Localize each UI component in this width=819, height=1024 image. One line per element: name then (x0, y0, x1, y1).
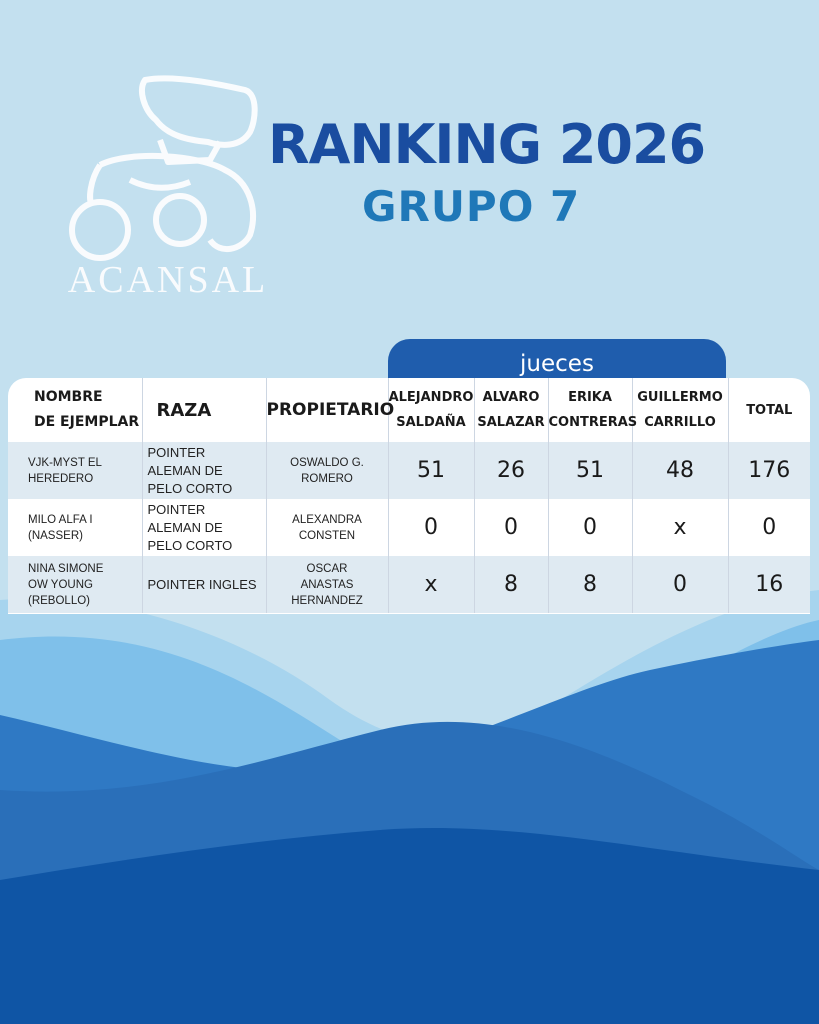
table-row (8, 442, 810, 499)
score-judge-4: x (632, 499, 728, 556)
ranking-table (8, 378, 810, 613)
page-subtitle: GRUPO 7 (362, 182, 581, 231)
header-owner: PROPIETARIO (266, 378, 388, 442)
dog-breed: POINTER ALEMAN DE PELO CORTO (142, 442, 266, 499)
header-judge-2: ALVARO SALAZAR (474, 378, 548, 442)
table-row (8, 499, 810, 556)
header-name: NOMBRE DE EJEMPLAR (34, 389, 140, 430)
score-judge-3: 51 (548, 442, 632, 499)
score-judge-2: 8 (474, 556, 548, 613)
score-judge-4: 0 (632, 556, 728, 613)
header-judge-3: ERIKA CONTRERAS (548, 378, 632, 442)
header-breed: RAZA (142, 378, 266, 442)
dog-name: VJK-MYST EL HEREDERO (8, 442, 142, 499)
ranking-table-card (8, 378, 810, 614)
dog-owner: ALEXANDRA CONSTEN (266, 499, 388, 556)
dog-breed: POINTER INGLES (142, 556, 266, 613)
score-judge-1: 51 (388, 442, 474, 499)
score-judge-3: 8 (548, 556, 632, 613)
logo-text: ACANSAL (67, 259, 269, 300)
score-judge-1: 0 (388, 499, 474, 556)
score-judge-2: 26 (474, 442, 548, 499)
table-header-row (8, 378, 810, 442)
dog-owner: OSCAR ANASTAS HERNANDEZ (266, 556, 388, 613)
score-judge-1: x (388, 556, 474, 613)
judges-label: jueces (520, 351, 594, 377)
dog-breed: POINTER ALEMAN DE PELO CORTO (142, 499, 266, 556)
score-judge-4: 48 (632, 442, 728, 499)
page-title: RANKING 2026 (268, 113, 706, 176)
dog-owner: OSWALDO G. ROMERO (266, 442, 388, 499)
score-total: 176 (728, 442, 810, 499)
score-total: 0 (728, 499, 810, 556)
header-total: TOTAL (728, 378, 810, 442)
score-judge-2: 0 (474, 499, 548, 556)
acansal-logo (60, 70, 275, 300)
dog-name: NINA SIMONE OW YOUNG (REBOLLO) (8, 556, 142, 613)
header-judge-1: ALEJANDRO SALDAÑA (388, 378, 474, 442)
score-total: 16 (728, 556, 810, 613)
header-judge-4: GUILLERMO CARRILLO (632, 378, 728, 442)
score-judge-3: 0 (548, 499, 632, 556)
dog-name: MILO ALFA I (NASSER) (8, 499, 142, 556)
table-row (8, 556, 810, 613)
